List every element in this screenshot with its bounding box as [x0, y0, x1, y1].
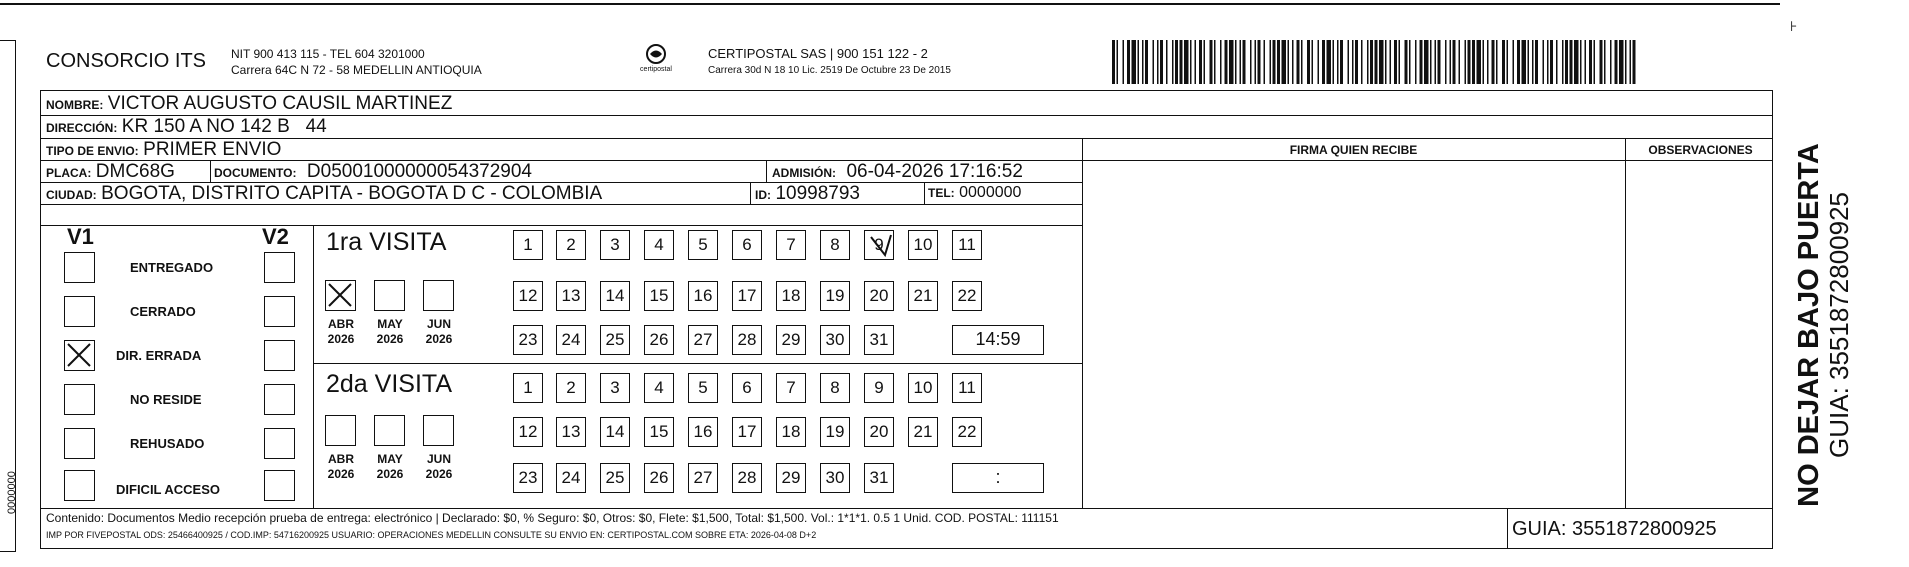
day-number: 21	[913, 422, 933, 441]
day-box[interactable]	[952, 281, 982, 311]
company-name: CONSORCIO ITS	[46, 50, 207, 72]
time-box[interactable]	[952, 325, 1044, 355]
day-box[interactable]	[556, 325, 586, 355]
id-row	[755, 183, 860, 205]
day-box[interactable]	[732, 373, 762, 403]
day-number: 17	[737, 286, 757, 305]
documento-value: D05001000000054372904	[306, 161, 532, 182]
month-name: MAY	[377, 317, 403, 331]
logo-text: certipostal	[640, 66, 672, 73]
x-mark-icon	[326, 281, 354, 309]
day-box[interactable]	[864, 417, 894, 447]
day-number: 8	[830, 378, 840, 397]
day-box[interactable]	[732, 417, 762, 447]
day-number: 25	[605, 468, 625, 487]
time-box[interactable]	[952, 463, 1044, 493]
day-box[interactable]	[688, 230, 718, 260]
day-box[interactable]	[776, 281, 806, 311]
day-number: 8	[830, 235, 840, 254]
day-box[interactable]	[600, 230, 630, 260]
day-box[interactable]	[513, 281, 543, 311]
day-box[interactable]	[776, 417, 806, 447]
v2-checkbox[interactable]	[264, 384, 295, 415]
admision-label: ADMISIÓN:	[772, 166, 836, 180]
day-box[interactable]	[556, 417, 586, 447]
day-box[interactable]	[513, 325, 543, 355]
footer-line	[40, 508, 1773, 509]
day-box[interactable]	[513, 417, 543, 447]
v1-checkbox[interactable]	[64, 252, 95, 283]
day-box[interactable]	[776, 325, 806, 355]
day-box[interactable]	[776, 463, 806, 493]
day-number: 25	[605, 330, 625, 349]
day-number: 6	[742, 235, 752, 254]
month-year: 2026	[425, 467, 453, 481]
day-box[interactable]	[820, 281, 850, 311]
v1-checkbox[interactable]	[64, 384, 95, 415]
month-label	[417, 452, 461, 482]
admision-value: 06-04-2026 17:16:52	[846, 161, 1023, 182]
day-box[interactable]	[600, 373, 630, 403]
visit-divider-line	[313, 363, 1082, 364]
status-label: NO RESIDE	[130, 392, 202, 407]
day-number: 15	[649, 422, 669, 441]
id-divider	[750, 182, 751, 204]
day-box[interactable]	[600, 417, 630, 447]
v2-checkbox[interactable]	[264, 428, 295, 459]
day-box[interactable]	[600, 281, 630, 311]
check-mark-icon	[865, 231, 895, 261]
day-box[interactable]	[644, 417, 674, 447]
day-number: 23	[518, 468, 538, 487]
month-name: JUN	[426, 317, 451, 331]
day-number: 28	[737, 468, 757, 487]
month-year: 2026	[327, 332, 355, 346]
observaciones-label: OBSERVACIONES	[1648, 143, 1753, 157]
day-number: 10	[913, 378, 933, 397]
day-box[interactable]	[644, 463, 674, 493]
month-label	[417, 317, 461, 347]
tel-value: 0000000	[959, 184, 1022, 201]
day-box[interactable]	[820, 463, 850, 493]
month-name: ABR	[328, 317, 354, 331]
footer-guia: GUIA: 3551872800925	[1512, 518, 1717, 540]
day-box[interactable]	[556, 230, 586, 260]
status-label: CERRADO	[130, 304, 196, 319]
day-box[interactable]	[820, 230, 850, 260]
day-box[interactable]	[556, 281, 586, 311]
day-box[interactable]	[688, 325, 718, 355]
day-box[interactable]	[908, 230, 938, 260]
day-box[interactable]	[513, 230, 543, 260]
day-box[interactable]	[732, 281, 762, 311]
day-box[interactable]	[732, 463, 762, 493]
day-box[interactable]	[688, 417, 718, 447]
day-box[interactable]	[732, 325, 762, 355]
day-number: 16	[693, 286, 713, 305]
day-number: 29	[781, 330, 801, 349]
day-number: 24	[561, 468, 581, 487]
day-number: 10	[913, 235, 933, 254]
day-number: 7	[786, 235, 796, 254]
direccion-row	[46, 116, 327, 138]
firma-left-border	[1082, 138, 1083, 508]
day-number: 3	[610, 378, 620, 397]
day-box[interactable]	[864, 373, 894, 403]
day-number: 21	[913, 286, 933, 305]
status-section-divider	[313, 225, 314, 508]
status-label: DIR. ERRADA	[116, 348, 202, 363]
company-line1: NIT 900 413 115 - TEL 604 3201000	[231, 47, 425, 61]
day-number: 3	[610, 235, 620, 254]
label-frame	[40, 90, 1773, 549]
tipo-row	[46, 139, 281, 161]
day-box[interactable]	[556, 373, 586, 403]
day-number: 6	[742, 378, 752, 397]
day-number: 20	[869, 422, 889, 441]
company-line2: Carrera 64C N 72 - 58 MEDELLIN ANTIOQUIA	[231, 63, 482, 77]
day-box[interactable]	[688, 281, 718, 311]
day-box[interactable]	[952, 417, 982, 447]
placa-row	[46, 161, 175, 183]
carrier-line2: Carrera 30d N 18 10 Lic. 2519 De Octubre 23 De 2015	[708, 65, 951, 76]
day-number: 16	[693, 422, 713, 441]
day-number: 1	[523, 235, 533, 254]
day-number: 28	[737, 330, 757, 349]
nombre-label: NOMBRE:	[46, 98, 104, 112]
month-name: ABR	[328, 452, 354, 466]
day-box[interactable]	[644, 281, 674, 311]
corner-tick-mark: ⊦	[1790, 18, 1798, 34]
day-number: 26	[649, 468, 669, 487]
day-number: 2	[566, 378, 576, 397]
day-box[interactable]	[864, 463, 894, 493]
ciudad-value: BOGOTA, DISTRITO CAPITA - BOGOTA D C - COLOMBIA	[101, 183, 603, 204]
nombre-row	[46, 93, 452, 115]
day-box[interactable]	[776, 230, 806, 260]
status-label: ENTREGADO	[130, 260, 214, 275]
firma-header-line	[1082, 160, 1773, 161]
documento-label: DOCUMENTO:	[214, 166, 297, 180]
day-number: 17	[737, 422, 757, 441]
v2-checkbox[interactable]	[264, 340, 295, 371]
footer-imp: IMP POR FIVEPOSTAL ODS: 25466400925 / COD.IMP: 54716200925 USUARIO: OPERACIONES MEDELLIN CONSULTE SU ENVIO EN: CERTIPOSTAL.COM SOBRE ETA: 2026-04-08 D+2	[46, 530, 817, 540]
side-line2: GUIA: 3551872800925	[1824, 192, 1854, 458]
day-box[interactable]	[820, 373, 850, 403]
day-box[interactable]	[820, 325, 850, 355]
day-box[interactable]	[556, 463, 586, 493]
month-year: 2026	[376, 332, 404, 346]
day-number: 9	[874, 235, 884, 254]
day-number: 5	[698, 235, 708, 254]
day-number: 13	[561, 286, 581, 305]
day-number: 5	[698, 378, 708, 397]
top-edge-line	[0, 3, 1780, 5]
day-number: 30	[825, 330, 845, 349]
month-checkbox[interactable]	[374, 280, 405, 311]
direccion-label: DIRECCIÓN:	[46, 121, 118, 135]
side-line1: NO DEJAR BAJO PUERTA	[1793, 143, 1825, 507]
carrier-logo	[636, 44, 676, 80]
day-number: 11	[958, 378, 976, 397]
day-box[interactable]	[908, 281, 938, 311]
tipo-value: PRIMER ENVIO	[143, 139, 282, 160]
v1-label: V1	[67, 224, 94, 249]
day-number: 14	[605, 286, 625, 305]
day-number: 19	[825, 286, 845, 305]
day-number: 24	[561, 330, 581, 349]
v2-checkbox[interactable]	[264, 296, 295, 327]
day-number: 22	[957, 422, 977, 441]
nombre-value: VICTOR AUGUSTO CAUSIL MARTINEZ	[107, 93, 453, 114]
tel-divider	[924, 182, 925, 204]
ciudad-label: CIUDAD:	[46, 188, 97, 202]
day-number: 22	[957, 286, 977, 305]
v1-checkbox[interactable]	[64, 470, 95, 501]
month-label	[319, 317, 363, 347]
day-box[interactable]	[908, 373, 938, 403]
month-label	[368, 452, 412, 482]
row-line-6	[40, 225, 1082, 226]
day-box[interactable]	[864, 281, 894, 311]
month-year: 2026	[327, 467, 355, 481]
time-value: :	[995, 467, 1001, 487]
left-strip-text: 0000000	[6, 471, 18, 514]
month-label	[368, 317, 412, 347]
day-number: 7	[786, 378, 796, 397]
day-number: 2	[566, 235, 576, 254]
day-number: 4	[654, 378, 664, 397]
day-box[interactable]	[644, 373, 674, 403]
id-value: 10998793	[775, 183, 860, 204]
day-box[interactable]	[864, 325, 894, 355]
day-box[interactable]	[600, 325, 630, 355]
month-name: MAY	[377, 452, 403, 466]
day-box[interactable]	[732, 230, 762, 260]
day-box[interactable]	[644, 230, 674, 260]
barcode	[1112, 40, 1640, 84]
day-box[interactable]	[776, 373, 806, 403]
day-box[interactable]	[600, 463, 630, 493]
day-number: 23	[518, 330, 538, 349]
day-number: 31	[869, 468, 889, 487]
day-number: 27	[693, 468, 713, 487]
day-box[interactable]	[820, 417, 850, 447]
visita1-title: 1ra VISITA	[326, 228, 447, 256]
v2-checkbox[interactable]	[264, 252, 295, 283]
side-no-dejar	[1793, 105, 1853, 545]
month-checkbox[interactable]	[325, 415, 356, 446]
month-label	[319, 452, 363, 482]
v2-label: V2	[262, 224, 289, 249]
visita2-title: 2da VISITA	[326, 370, 452, 398]
day-number: 1	[523, 378, 533, 397]
day-box[interactable]	[513, 463, 543, 493]
v2-checkbox[interactable]	[264, 470, 295, 501]
day-box[interactable]	[952, 230, 982, 260]
v1-checkbox[interactable]	[64, 296, 95, 327]
status-label: REHUSADO	[130, 436, 205, 451]
day-number: 15	[649, 286, 669, 305]
month-checkbox[interactable]	[423, 280, 454, 311]
day-box[interactable]	[908, 417, 938, 447]
day-box[interactable]	[688, 463, 718, 493]
status-label: DIFICIL ACCESO	[116, 482, 221, 497]
day-number: 12	[518, 286, 538, 305]
day-number: 13	[561, 422, 581, 441]
day-number: 29	[781, 468, 801, 487]
tel-row	[928, 184, 1021, 202]
month-year: 2026	[425, 332, 453, 346]
direccion-value: KR 150 A NO 142 B 44	[121, 116, 327, 137]
firma-label: FIRMA QUIEN RECIBE	[1289, 143, 1418, 157]
observaciones-left-border	[1625, 138, 1626, 508]
row-line-2	[40, 138, 1773, 139]
tipo-label: TIPO DE ENVIO:	[46, 144, 139, 158]
day-number: 30	[825, 468, 845, 487]
day-number: 18	[781, 286, 801, 305]
day-box[interactable]	[688, 373, 718, 403]
admision-row	[772, 161, 1023, 183]
day-number: 14	[605, 422, 625, 441]
v1-checkbox[interactable]	[64, 428, 95, 459]
day-number: 9	[874, 378, 884, 397]
day-number: 11	[958, 235, 976, 254]
placa-value: DMC68G	[95, 161, 175, 182]
day-number: 18	[781, 422, 801, 441]
footer-guia-divider	[1507, 508, 1508, 549]
certipostal-logo-icon	[643, 44, 669, 66]
documento-row	[214, 161, 532, 183]
day-number: 12	[518, 422, 538, 441]
x-mark-icon	[65, 341, 93, 369]
day-box[interactable]	[952, 373, 982, 403]
day-number: 20	[869, 286, 889, 305]
footer-contenido: Contenido: Documentos Medio recepción prueba de entrega: electrónico | Declarado: $0, % Seguro: $0, Otros: $0, Flete: $1,500, Total: $1,500. Vol.: 1*1*1. 0.5 1 Unid. COD. POSTAL: 111151	[46, 511, 1059, 525]
day-number: 4	[654, 235, 664, 254]
v1-checkbox[interactable]	[64, 340, 95, 371]
placa-divider	[210, 160, 211, 182]
month-checkbox[interactable]	[325, 280, 356, 311]
admision-divider	[766, 160, 767, 182]
month-year: 2026	[376, 467, 404, 481]
day-number: 27	[693, 330, 713, 349]
day-box[interactable]	[513, 373, 543, 403]
id-label: ID:	[755, 188, 771, 202]
month-checkbox[interactable]	[423, 415, 454, 446]
day-box[interactable]	[864, 230, 894, 260]
month-checkbox[interactable]	[374, 415, 405, 446]
day-box[interactable]	[644, 325, 674, 355]
day-number: 19	[825, 422, 845, 441]
day-number: 26	[649, 330, 669, 349]
month-name: JUN	[426, 452, 451, 466]
carrier-line1: CERTIPOSTAL SAS | 900 151 122 - 2	[708, 46, 928, 61]
time-value: 14:59	[975, 329, 1021, 349]
day-number: 31	[869, 330, 889, 349]
placa-label: PLACA:	[46, 166, 92, 180]
ciudad-row	[46, 183, 602, 205]
tel-label: TEL:	[928, 186, 955, 200]
